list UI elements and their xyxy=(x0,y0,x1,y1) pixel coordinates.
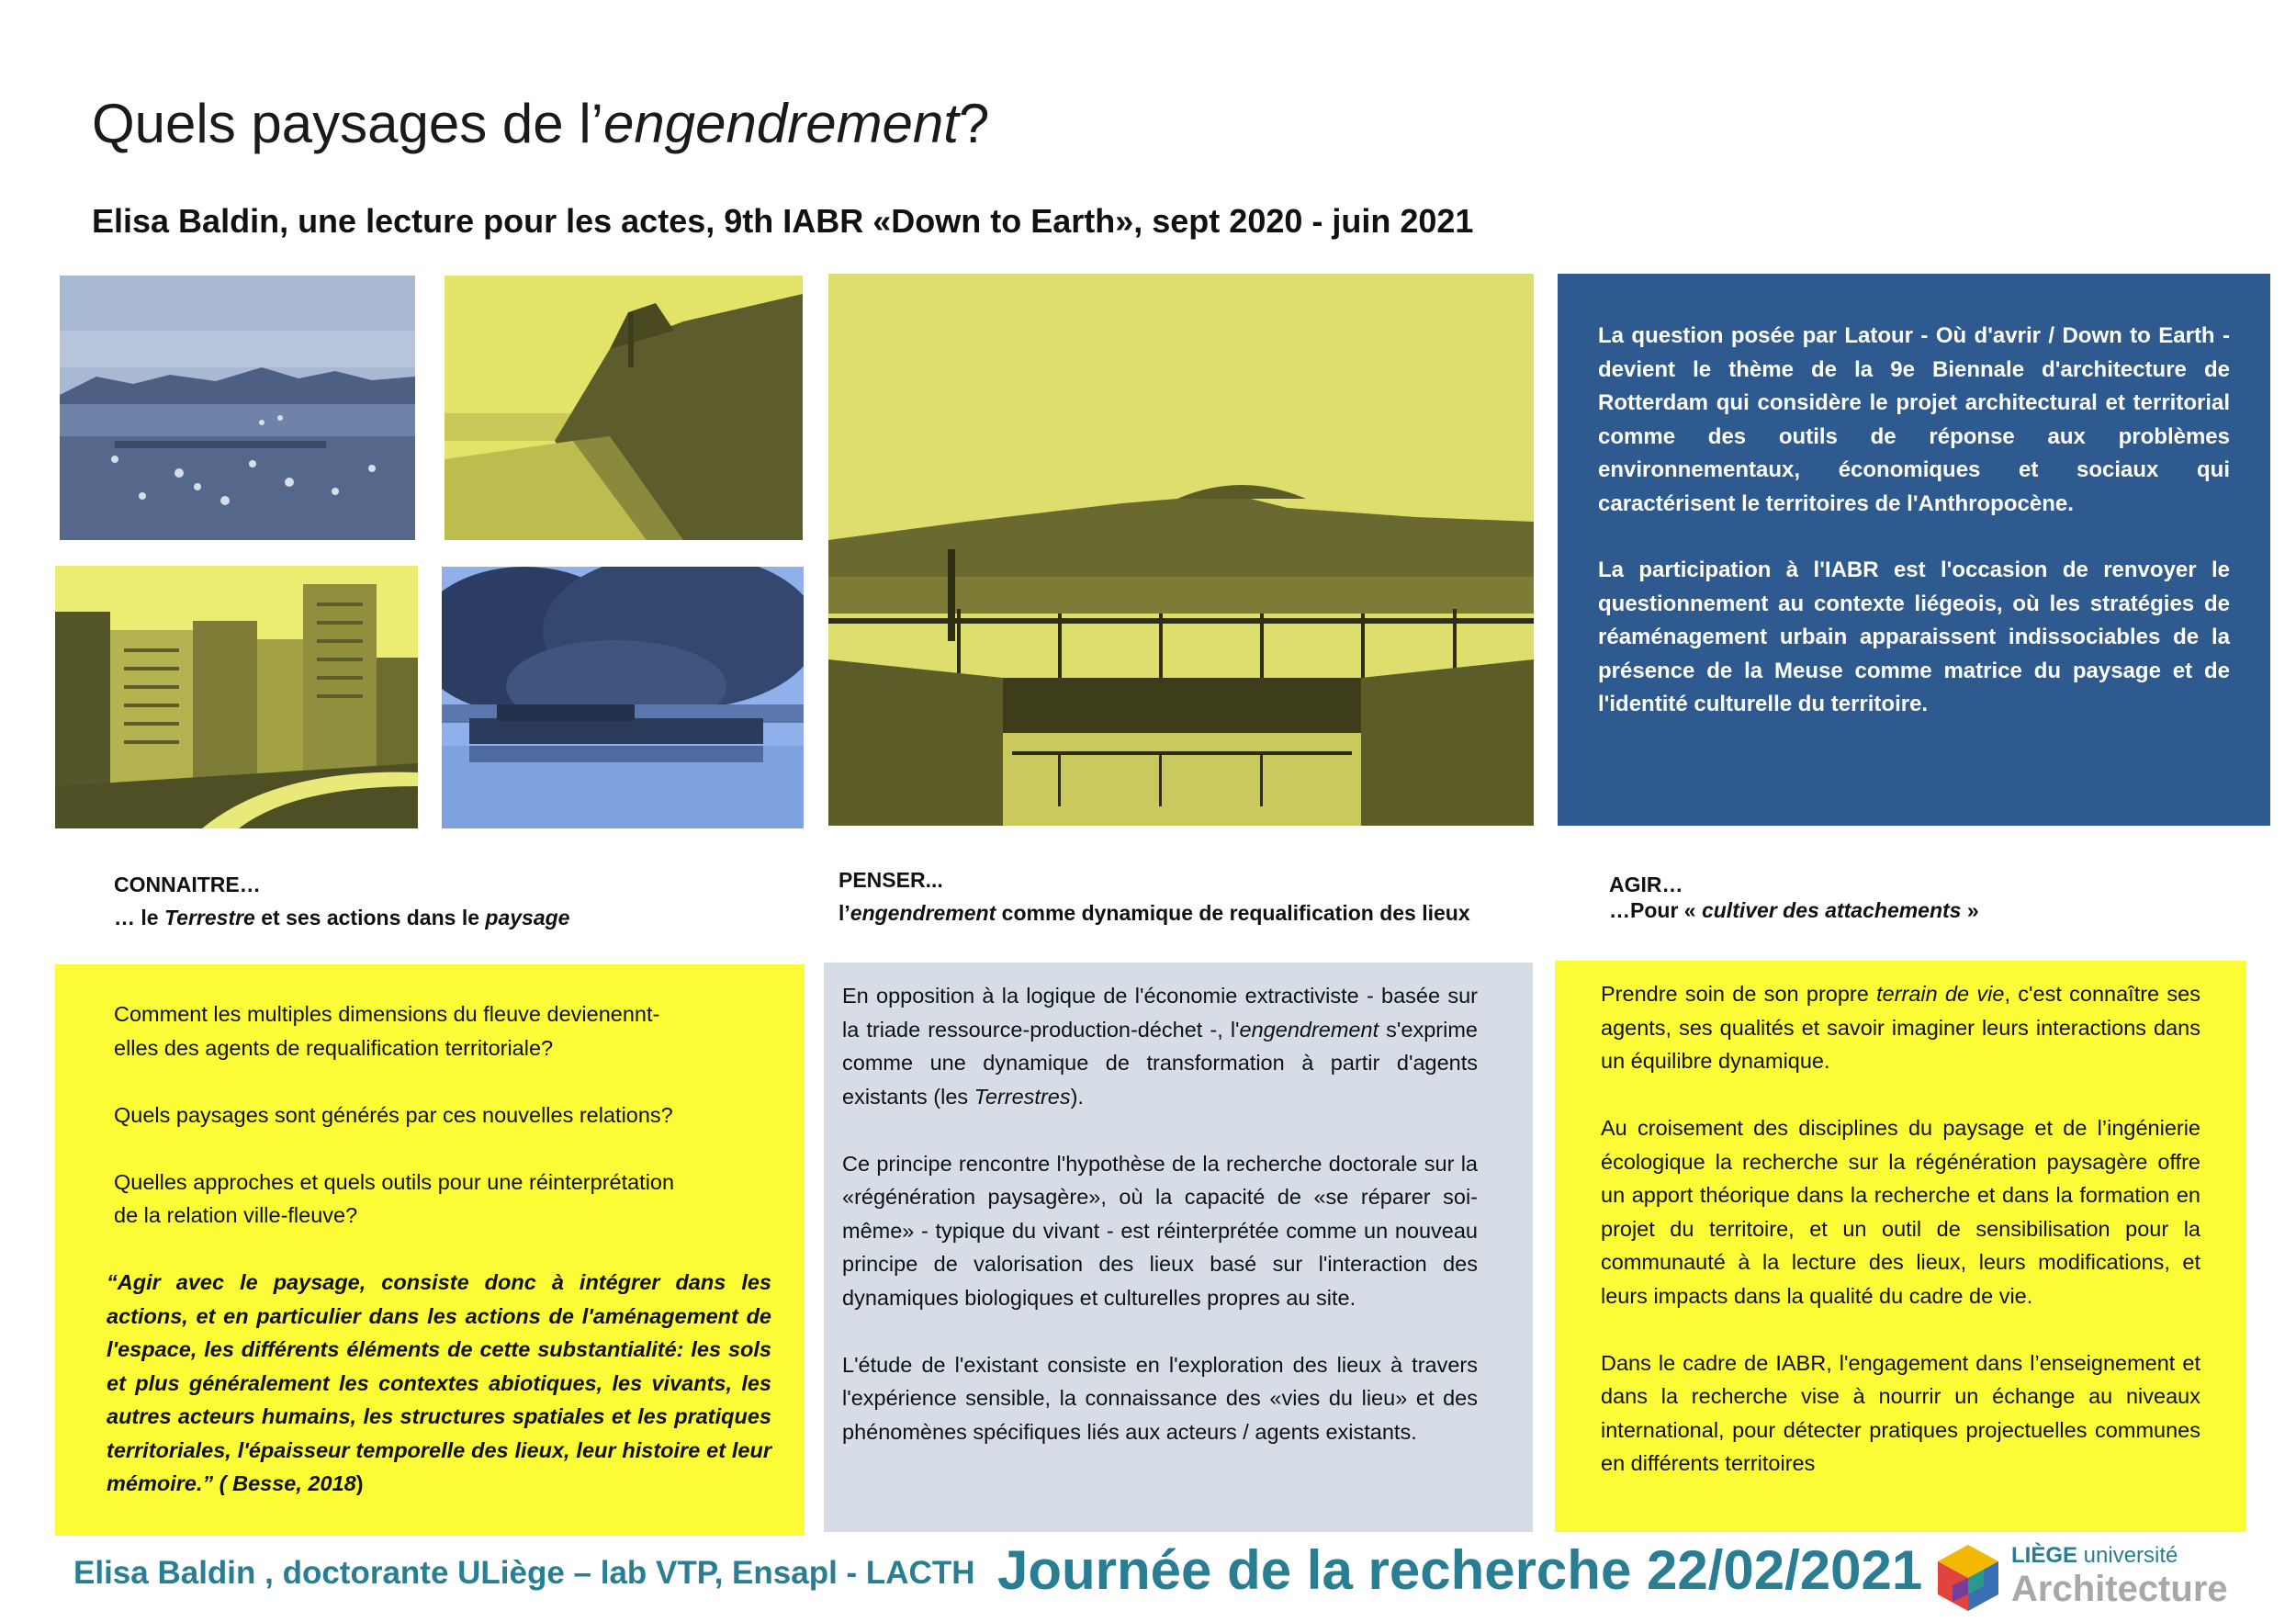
question-text: Comment les multiples dimensions du fleuve devienennt-elles des agents de requalification territoriale? xyxy=(114,1002,660,1060)
agir-box xyxy=(1555,961,2246,1532)
penser-box xyxy=(824,963,1533,1532)
industrial-embankment-photo xyxy=(445,276,803,540)
besse-quote: “Agir avec le paysage, consiste donc à intégrer dans les actions, et en particulier dans les actions de l'aménagement de l'espace, les différents éléments de cette substantialité: les sols et plus généralement les contextes abiotiques, les vivants, les autres acteurs humains, les structures spatiales et les pratiques territoriales, l'épaisseur temporelle des lieux, leur histoire et leur mémoire.” ( Besse, 2018) xyxy=(107,1270,771,1495)
penser-paragraph: En opposition à la logique de l'économie extractiviste - basée sur la triade ressource-production-déchet -, l'engendrement s'exprime comme une dynamique de transformation à partir d'agents existants (les Terrestres). xyxy=(842,984,1478,1109)
event-title: Journée de la recherche 22/02/2021 xyxy=(997,1539,1923,1601)
connaitre-heading: CONNAITRE… … le Terrestre et ses actions dans le paysage xyxy=(114,873,570,929)
uliege-cube-icon xyxy=(1934,1541,2002,1615)
agir-paragraph: Prendre soin de son propre terrain de vie, c'est connaître ses agents, ses qualités et savoir imaginer leurs interactions dans un équilibre dynamique. xyxy=(1601,982,2200,1073)
agir-paragraph: Au croisement des disciplines du paysage et de l’ingénierie écologique la recherche sur la régénération paysagère offre un apport théorique dans la recherche et dans la formation en projet du territoire, et un outil de sensibilisation pour la communauté à la lecture des lieux, leurs modifications, et leurs impacts dans la qualité du cadre de vie. xyxy=(1601,1116,2200,1308)
intro-box xyxy=(1558,274,2270,826)
penser-paragraph: L'étude de l'existant consiste en l'exploration des lieux à travers l'expérience sensible, la connaissance des «vies du lieu» et des phénomènes spécifiques liés aux acteurs / agents existants. xyxy=(842,1352,1478,1444)
connaitre-box xyxy=(55,964,805,1536)
page-title: Quels paysages de l’engendrement? xyxy=(92,93,990,154)
street-buildings-photo xyxy=(55,566,418,828)
question-text: Quelles approches et quels outils pour une réinterprétation de la relation ville-fleuve? xyxy=(114,1169,675,1227)
uliege-architecture-logo: LIÈGE université Architecture xyxy=(1934,1541,2210,1615)
intro-paragraph: La participation à l'IABR est l'occasion de renvoyer le questionnement au contexte liégeois, où les stratégies de réaménagement urbain apparaissent indissociables de la présence de la Meuse comme matrice du paysage et de l'identité culturelle du territoire. xyxy=(1598,558,2230,716)
author-credit: Elisa Baldin , doctorante ULiège – lab VTP, Ensapl - LACTH xyxy=(73,1555,975,1591)
agir-heading: AGIR… …Pour « cultiver des attachements » xyxy=(1609,873,1979,922)
page-subtitle: Elisa Baldin, une lecture pour les actes, 9th IABR «Down to Earth», sept 2020 - juin 2021 xyxy=(92,202,1474,240)
question-text: Quels paysages sont générés par ces nouvelles relations? xyxy=(114,1102,673,1127)
barge-trees-photo xyxy=(442,567,804,828)
intro-paragraph: La question posée par Latour - Où d'avrir / Down to Earth - devient le thème de la 9e Biennale d'architecture de Rotterdam qui considère le projet architectural et territorial comme des outils de réponse aux problèmes environnementaux, économiques et sociaux qui caractérisent le territoires de l'Anthropocène. xyxy=(1598,323,2230,516)
canal-lock-photo xyxy=(828,274,1534,826)
penser-heading: PENSER... l’engendrement comme dynamique de requalification des lieux xyxy=(838,868,1470,925)
agir-paragraph: Dans le cadre de IABR, l'engagement dans l’enseignement et dans la recherche vise à nourrir un échange au niveaux international, pour détecter pratiques projectuelles communes en différents territoires xyxy=(1601,1350,2200,1475)
river-birds-photo xyxy=(60,276,415,540)
penser-paragraph: Ce principe rencontre l'hypothèse de la recherche doctorale sur la «régénération paysagère», où la capacité de «se réparer soi-même» - typique du vivant - est réinterprétée comme un nouveau principe de valorisation des lieux basé sur l'interaction des dynamiques biologiques et culturelles propres au site. xyxy=(842,1151,1478,1310)
